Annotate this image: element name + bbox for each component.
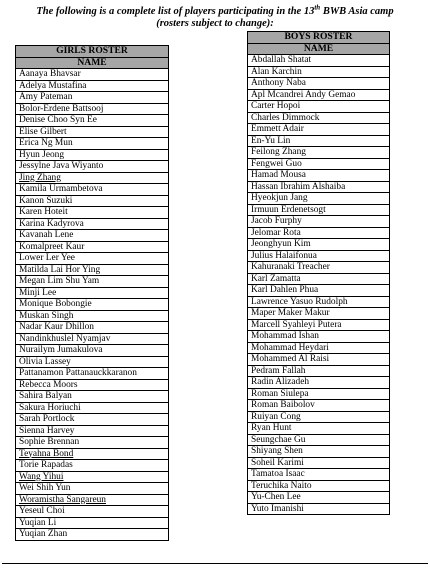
boys-table-row	[248, 204, 390, 216]
boys-player-name: Charles Dimmock	[248, 112, 390, 124]
girls-table-row	[16, 184, 169, 196]
girls-table-row	[16, 92, 169, 104]
girls-player-name: Olivia Lassey	[16, 356, 169, 368]
boys-player-name: Abdallah Shatat	[248, 55, 390, 67]
boys-player-name: Ruiyan Cong	[248, 411, 390, 423]
boys-table-row	[248, 239, 390, 251]
girls-player-name: Hyun Jeong	[16, 149, 169, 161]
girls-player-name: Nurailym Jumakulova	[16, 345, 169, 357]
boys-player-name: Ryan Hunt	[248, 423, 390, 435]
girls-player-name: Yeseul Choi	[16, 506, 169, 518]
boys-table-row	[248, 411, 390, 423]
girls-player-name: Karina Kadyrova	[16, 218, 169, 230]
girls-name-column-header: NAME	[16, 57, 169, 69]
boys-table-row	[248, 457, 390, 469]
boys-table-row	[248, 400, 390, 412]
boys-player-name: Soheil Karimi	[248, 457, 390, 469]
boys-table-row	[248, 492, 390, 504]
girls-table-row	[16, 264, 169, 276]
boys-table-row	[248, 503, 390, 515]
boys-player-name: Kahuranaki Treacher	[248, 262, 390, 274]
girls-table-row	[16, 356, 169, 368]
girls-table-row	[16, 345, 169, 357]
boys-player-name: Karl Zamatta	[248, 273, 390, 285]
girls-table-row	[16, 299, 169, 311]
girls-table-row	[16, 448, 169, 460]
girls-table-row	[16, 529, 169, 541]
boys-player-name: Hamad Mousa	[248, 170, 390, 182]
heading-line-2: (rosters subject to change):	[156, 18, 274, 29]
boys-table-row	[248, 377, 390, 389]
girls-player-name: Kanon Suzuki	[16, 195, 169, 207]
boys-player-name: Karl Dahlen Phua	[248, 285, 390, 297]
girls-player-name: Jing Zhang	[16, 172, 169, 184]
boys-player-name: Hassan Ibrahim Alshaiba	[248, 181, 390, 193]
boys-table-row	[248, 216, 390, 228]
girls-table-row	[16, 241, 169, 253]
boys-table-row	[248, 250, 390, 262]
girls-table-row	[16, 115, 169, 127]
heading-line-1: The following is a complete list of players participating in the 13th BWB Asia camp	[36, 3, 394, 17]
girls-player-name: Minji Lee	[16, 287, 169, 299]
boys-player-name: Hyeokjun Jang	[248, 193, 390, 205]
girls-table-row	[16, 69, 169, 81]
boys-table-row	[248, 147, 390, 159]
girls-player-name: Yuqian Li	[16, 517, 169, 529]
boys-player-name: Yu-Chen Lee	[248, 492, 390, 504]
girls-table-row	[16, 483, 169, 495]
boys-player-name: Mohammad Heydari	[248, 342, 390, 354]
boys-player-name: Mohammed Al Raisi	[248, 354, 390, 366]
boys-player-name: Mohammad Ishan	[248, 331, 390, 343]
boys-player-name: Alan Karchin	[248, 66, 390, 78]
boys-table-row	[248, 480, 390, 492]
girls-table-row	[16, 230, 169, 242]
girls-player-name: Torie Rapadas	[16, 460, 169, 472]
boys-table-row	[248, 124, 390, 136]
boys-roster-title: BOYS ROSTER	[248, 32, 390, 44]
boys-table-row	[248, 469, 390, 481]
boys-roster-table	[247, 31, 390, 515]
girls-table-row	[16, 195, 169, 207]
girls-table-row	[16, 517, 169, 529]
girls-roster-title: GIRLS ROSTER	[16, 46, 169, 58]
girls-table-row	[16, 425, 169, 437]
girls-table-row	[16, 379, 169, 391]
girls-player-name: Sakura Horiuchi	[16, 402, 169, 414]
girls-table-row	[16, 218, 169, 230]
boys-player-name: Tamatoa Isaac	[248, 469, 390, 481]
girls-table-row	[16, 460, 169, 472]
boys-player-name: Pedram Fallah	[248, 365, 390, 377]
girls-player-name: Nandinkhuslel Nyamjav	[16, 333, 169, 345]
boys-table-row	[248, 388, 390, 400]
girls-player-name: Adelya Mustafina	[16, 80, 169, 92]
girls-player-name: Aanaya Bhavsar	[16, 69, 169, 81]
boys-table-row	[248, 227, 390, 239]
boys-player-name: Jeonghyun Kim	[248, 239, 390, 251]
boys-player-name: Jelomar Rota	[248, 227, 390, 239]
boys-table-row	[248, 319, 390, 331]
girls-player-name: Megan Lim Shu Yam	[16, 276, 169, 288]
boys-table-row	[248, 78, 390, 90]
bottom-divider	[2, 563, 428, 564]
boys-name-column-header: NAME	[248, 43, 390, 55]
girls-player-name: Wei Shih Yun	[16, 483, 169, 495]
boys-table-row	[248, 308, 390, 320]
girls-table-row	[16, 253, 169, 265]
girls-player-name: Kavanah Lene	[16, 230, 169, 242]
boys-table-row	[248, 273, 390, 285]
girls-player-name: Monique Bobongie	[16, 299, 169, 311]
girls-player-name: Jessylne Java Wiyanto	[16, 161, 169, 173]
girls-player-name: Wang Yihui	[16, 471, 169, 483]
boys-table-row	[248, 181, 390, 193]
boys-player-name: Fengwei Guo	[248, 158, 390, 170]
girls-table-row	[16, 149, 169, 161]
boys-table-row	[248, 170, 390, 182]
boys-player-name: Yuto Imanishi	[248, 503, 390, 515]
boys-table-row	[248, 296, 390, 308]
girls-table-row	[16, 494, 169, 506]
boys-player-name: En-Yu Lin	[248, 135, 390, 147]
boys-player-name: Feilong Zhang	[248, 147, 390, 159]
boys-table-row	[248, 262, 390, 274]
boys-player-name: Seungchae Gu	[248, 434, 390, 446]
boys-player-name: Julius Halaifonua	[248, 250, 390, 262]
girls-player-name: Sahira Balyan	[16, 391, 169, 403]
boys-table-row	[248, 365, 390, 377]
boys-player-name: Apl Mcandrei Andy Gemao	[248, 89, 390, 101]
girls-player-name: Erica Ng Mun	[16, 138, 169, 150]
girls-table-row	[16, 161, 169, 173]
girls-player-name: Rebecca Moors	[16, 379, 169, 391]
boys-player-name: Marcell Syahleyi Putera	[248, 319, 390, 331]
girls-player-name: Amy Pateman	[16, 92, 169, 104]
girls-player-name: Sophie Brennan	[16, 437, 169, 449]
girls-table-row	[16, 126, 169, 138]
girls-table-row	[16, 391, 169, 403]
boys-player-name: Radin Alizadeh	[248, 377, 390, 389]
girls-player-name: Woramistha Sangareun	[16, 494, 169, 506]
girls-player-name: Nadar Kaur Dhillon	[16, 322, 169, 334]
girls-table-row	[16, 437, 169, 449]
boys-table-row	[248, 342, 390, 354]
girls-player-name: Kamila Urmambetova	[16, 184, 169, 196]
girls-player-name: Pattanamon Pattanauckkaranon	[16, 368, 169, 380]
girls-table-row	[16, 207, 169, 219]
girls-table-row	[16, 80, 169, 92]
boys-player-name: Roman Siulepa	[248, 388, 390, 400]
girls-table-row	[16, 310, 169, 322]
girls-table-row	[16, 138, 169, 150]
boys-table-row	[248, 89, 390, 101]
boys-table-row	[248, 66, 390, 78]
boys-table-row	[248, 158, 390, 170]
boys-player-name: Jacob Furphy	[248, 216, 390, 228]
girls-table-row	[16, 414, 169, 426]
girls-player-name: Komalpreet Kaur	[16, 241, 169, 253]
boys-player-name: Carter Hopoi	[248, 101, 390, 113]
girls-player-name: Matilda Lai Hor Ying	[16, 264, 169, 276]
boys-player-name: Emmett Adair	[248, 124, 390, 136]
boys-table-row	[248, 354, 390, 366]
girls-player-name: Teyahna Bond	[16, 448, 169, 460]
boys-player-name: Irmuun Erdenetsogt	[248, 204, 390, 216]
girls-player-name: Lower Ler Yee	[16, 253, 169, 265]
boys-table-row	[248, 423, 390, 435]
boys-player-name: Shiyang Shen	[248, 446, 390, 458]
boys-table-row	[248, 193, 390, 205]
boys-player-name: Roman Baibolov	[248, 400, 390, 412]
boys-player-name: Teruchika Naito	[248, 480, 390, 492]
boys-table-row	[248, 434, 390, 446]
girls-player-name: Denise Choo Syn Ee	[16, 115, 169, 127]
girls-table-row	[16, 506, 169, 518]
girls-table-row	[16, 322, 169, 334]
boys-table-row	[248, 101, 390, 113]
boys-player-name: Maper Maker Makur	[248, 308, 390, 320]
girls-table-row	[16, 172, 169, 184]
girls-roster-table	[15, 45, 169, 541]
girls-player-name: Karen Hoteit	[16, 207, 169, 219]
boys-table-row	[248, 331, 390, 343]
boys-table-row	[248, 446, 390, 458]
page-heading	[0, 3, 430, 30]
boys-table-row	[248, 135, 390, 147]
girls-table-row	[16, 103, 169, 115]
girls-table-row	[16, 368, 169, 380]
boys-table-row	[248, 112, 390, 124]
girls-player-name: Bolor-Erdene Battsooj	[16, 103, 169, 115]
girls-player-name: Sienna Harvey	[16, 425, 169, 437]
girls-player-name: Sarah Portlock	[16, 414, 169, 426]
boys-player-name: Lawrence Yasuo Rudolph	[248, 296, 390, 308]
girls-table-row	[16, 276, 169, 288]
girls-player-name: Yuqian Zhan	[16, 529, 169, 541]
boys-table-row	[248, 285, 390, 297]
girls-player-name: Muskan Singh	[16, 310, 169, 322]
boys-player-name: Anthony Naba	[248, 78, 390, 90]
girls-table-row	[16, 471, 169, 483]
girls-table-row	[16, 287, 169, 299]
boys-table-row	[248, 55, 390, 67]
girls-table-row	[16, 333, 169, 345]
girls-player-name: Elise Gilbert	[16, 126, 169, 138]
girls-table-row	[16, 402, 169, 414]
